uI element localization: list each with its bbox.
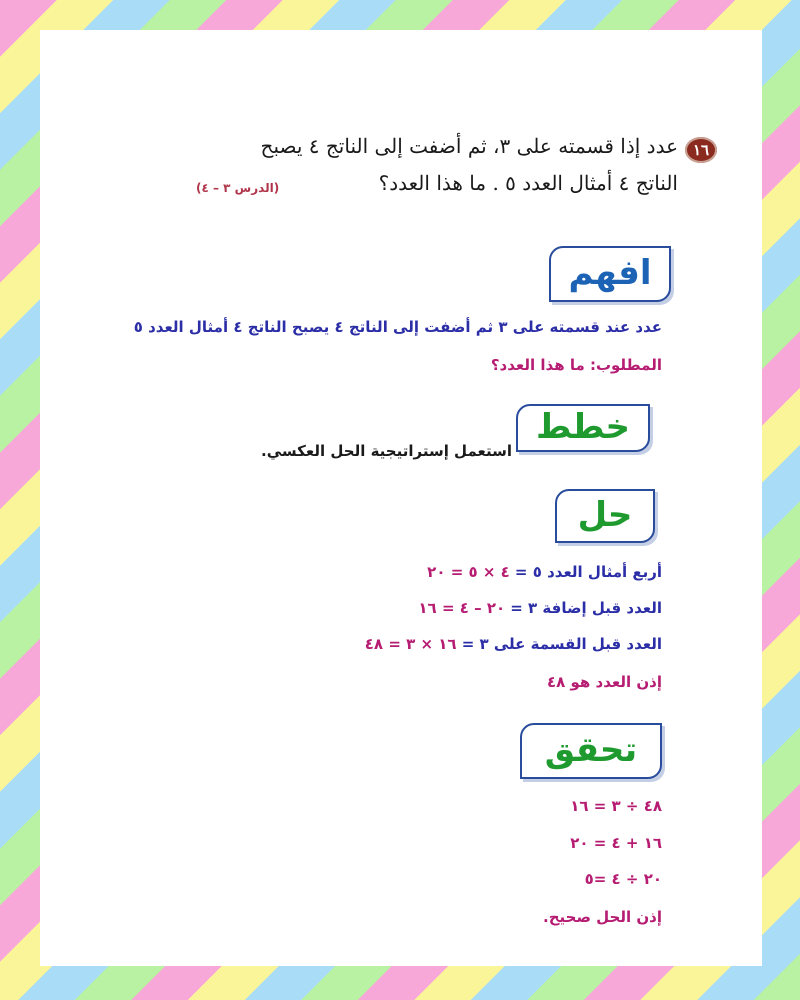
plan-title: خطط bbox=[535, 407, 631, 447]
solve-step-label: أربع أمثال العدد ٥ = bbox=[514, 563, 662, 581]
solve-step-label: العدد قبل إضافة ٣ = bbox=[510, 599, 662, 617]
understand-required: المطلوب: ما هذا العدد؟ bbox=[490, 356, 662, 374]
solve-title: حل bbox=[577, 495, 633, 535]
check-heading bbox=[520, 723, 662, 779]
problem-number-badge: ١٦ bbox=[685, 137, 717, 163]
lesson-reference: (الدرس ٣ – ٤) bbox=[196, 181, 280, 195]
plan-heading bbox=[516, 404, 650, 452]
solve-step-expr: ٤ × ٥ = ٢٠ bbox=[427, 563, 510, 581]
solve-step bbox=[418, 598, 662, 617]
check-line: ١٦ + ٤ = ٢٠ bbox=[570, 834, 662, 852]
solve-step bbox=[365, 634, 662, 653]
problem-line-2: الناتج ٤ أمثال العدد ٥ . ما هذا العدد؟ bbox=[378, 171, 678, 195]
solve-conclusion: إذن العدد هو ٤٨ bbox=[546, 673, 662, 691]
problem-line-1: عدد إذا قسمته على ٣، ثم أضفت إلى الناتج ٤ يصبح bbox=[260, 134, 678, 158]
check-conclusion: إذن الحل صحيح. bbox=[543, 908, 662, 926]
solve-heading bbox=[555, 489, 655, 543]
understand-given: عدد عند قسمته على ٣ ثم أضفت إلى الناتج ٤ يصبح الناتج ٤ أمثال العدد ٥ bbox=[133, 318, 662, 336]
check-line: ٢٠ ÷ ٤ =٥ bbox=[584, 870, 662, 888]
check-line: ٤٨ ÷ ٣ = ١٦ bbox=[570, 797, 662, 815]
solve-step-expr: ٢٠ – ٤ = ١٦ bbox=[418, 599, 506, 617]
solve-step bbox=[427, 562, 662, 581]
solve-step-label: العدد قبل القسمة على ٣ = bbox=[461, 635, 662, 653]
understand-title: افهم bbox=[568, 253, 652, 293]
understand-heading bbox=[549, 246, 671, 302]
solve-step-expr: ١٦ × ٣ = ٤٨ bbox=[364, 635, 457, 653]
check-title: تحقق bbox=[544, 730, 638, 770]
plan-text: استعمل إستراتيجية الحل العكسي. bbox=[261, 442, 512, 460]
